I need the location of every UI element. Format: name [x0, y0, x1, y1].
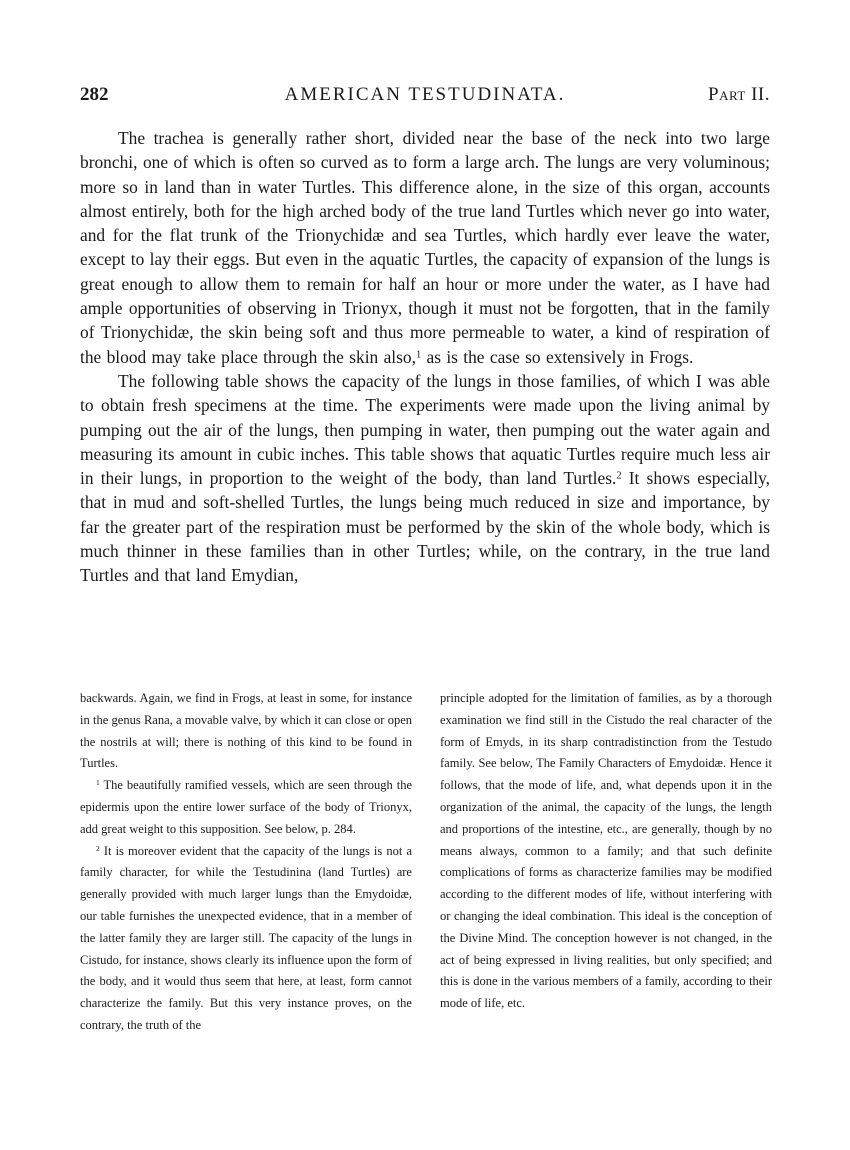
paragraph-table-text: The following table shows the capacity of the lungs in those families, of which I was able to obtain fresh specimens at the time. The experiments were made upon the living animal by pumping out the air of the lungs, then pumping in water, then pumping out the water again and measuring its amount in cubic inches. This table shows that aquatic Turtles require much less air in their lungs, in proportion to the weight of the body, than land Turtles.	[80, 370, 770, 489]
paragraph-trachea-text: The trachea is generally rather short, divided near the base of the neck into two large bronchi, one of which is often so curved as to form a large arch. The lungs are very voluminous; more so in land than in water Turtles. This difference alone, in the size of this organ, accounts almost entirely, both for the high arched body of the true land Turtles which never go into water, and for the flat trunk of the Trionychidæ and sea Turtles, which hardly ever leave the water, except to lay their eggs. But even in the aquatic Turtles, the capacity of expansion of the lungs is great enough to allow them to remain for half an hour or more under the water, as I have had ample opportunities of observing in Trionyx, though it must not be forgotten, that in the family of Trionychidæ, the skin being soft and thus more permeable to water, a kind of respiration of the blood may take place through the skin also,	[80, 128, 770, 367]
footnote-column-left	[80, 688, 412, 1037]
running-title: AMERICAN TESTUDINATA.	[284, 84, 566, 105]
footnote-2-mark: 2	[96, 843, 100, 853]
main-text	[80, 126, 770, 588]
footnote-2	[80, 841, 412, 1037]
footnote-column-right	[440, 688, 772, 1037]
footnote-1-text: The beautifully ramified vessels, which are seen through the epidermis upon the entire lower surface of the body of Trionyx, add great weight to this supposition. See below, p. 284.	[80, 778, 412, 836]
footnote-1	[80, 775, 412, 840]
footnotes	[80, 688, 772, 1037]
running-header	[80, 84, 770, 110]
page	[80, 84, 770, 588]
footnote-ref-2: 2	[616, 470, 622, 482]
footnote-ref-1: 1	[415, 348, 422, 360]
footnote-1-mark: 1	[96, 778, 100, 788]
paragraph-table	[80, 369, 770, 588]
footnote-2-continued: principle adopted for the limitation of families, as by a thorough examination we find still in the Cistudo the real character of the form of Emyds, in its sharp contradistinction from the Testudo family. See below, The Family Characters of Emydoidæ. Hence it follows, that the mode of life, and, what depends upon it in the organization of the animal, the capacity of the lungs, the length and proportions of the intestine, etc., are generally, though by no means always, common to a family; and that such definite complications of forms as characterize families may be modified according to the different modes of life, without interfering with or changing the ideal combination. This ideal is the conception of the Divine Mind. The conception however is not changed, in the act of being expressed in living realities, but only specified; and this is done in the various members of a family, according to their mode of life, etc.	[440, 691, 772, 1011]
part-label: Part II.	[708, 84, 770, 105]
paragraph-trachea	[80, 126, 770, 369]
footnote-continuation: backwards. Again, we find in Frogs, at least in some, for instance in the genus Rana, a movable valve, by which it can close or open the nostrils at will; there is nothing of this kind to be found in Turtles.	[80, 691, 412, 771]
footnote-2-text: It is moreover evident that the capacity of the lungs is not a family character, for while the Testudinina (land Turtles) are generally provided with much larger lungs than the Emydoidæ, our table furnishes the unexpected evidence, that in a member of the latter family they are larger still. The capacity of the lungs in Cistudo, for instance, shows clearly its influence upon the form of the body, and it would thus seem that here, at least, form cannot characterize the family. But this very instance proves, on the contrary, the truth of the	[80, 843, 412, 1032]
page-number: 282	[80, 84, 109, 105]
paragraph-trachea-end: as is the case so extensively in Frogs.	[421, 346, 694, 367]
paragraph-table-end: It shows especially, that in mud and soft-shelled Turtles, the lungs being much reduced in size and importance, by far the greater part of the respiration must be performed by the skin of the whole body, which is much thinner in these families than in other Turtles; while, on the contrary, in the true land Turtles and that land Emydian,	[80, 468, 770, 586]
